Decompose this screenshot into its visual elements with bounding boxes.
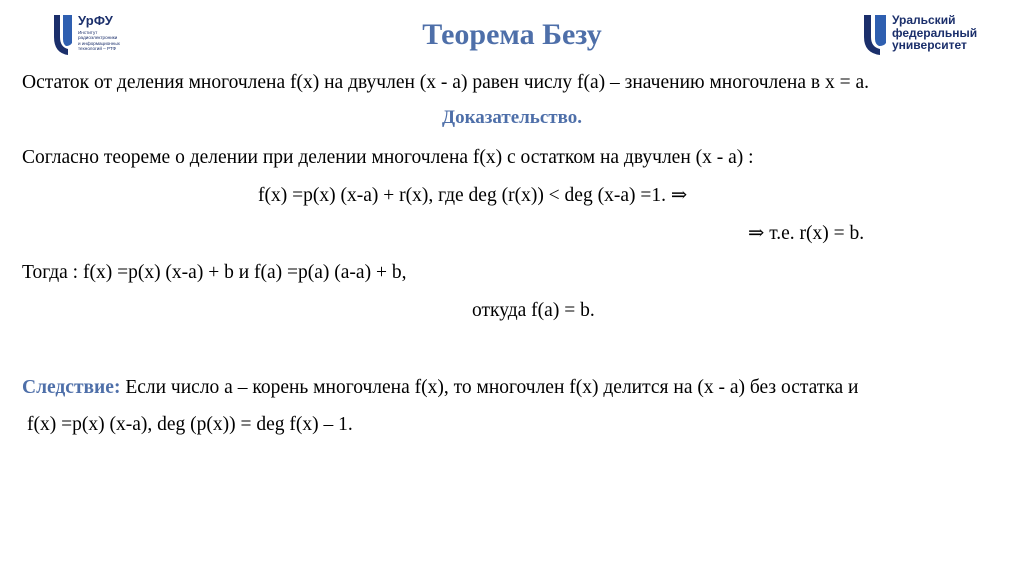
corollary-formula: f(x) =p(x) (x-a), deg (p(x)) = deg f(x) – 1. (27, 414, 353, 435)
logo-left-subtitle: Институт радиоэлектроники и информационных технологий – РТФ (78, 30, 120, 52)
whence-line: откуда f(a) = b. (472, 300, 595, 321)
proof-heading: Доказательство. (442, 107, 582, 128)
corollary-label: Следствие: (22, 377, 121, 398)
formula-remainder-constant: ⇒ т.е. r(x) = b. (748, 223, 865, 244)
corollary (22, 376, 858, 400)
theorem-statement: Остаток от деления многочлена f(x) на двучлен (x - a) равен числу f(a) – значению многочлена в x = a. (22, 72, 870, 93)
then-line: Тогда : f(x) =p(x) (x-a) + b и f(a) =p(a) (a-a) + b, (22, 262, 407, 283)
urfu-mark-icon (862, 13, 888, 57)
corollary-text: Если число a – корень многочлена f(x), то многочлен f(x) делится на (x - a) без остатка и (120, 377, 859, 398)
formula-remainder: f(x) =p(x) (x-a) + r(x), где deg (r(x)) < deg (x-a) =1. ⇒ (258, 185, 688, 206)
urfu-university-logo (862, 13, 1002, 57)
logo-left-brand: УрФУ (78, 13, 114, 28)
proof-intro: Согласно теореме о делении при делении многочлена f(x) с остатком на двучлен (x - a) : (22, 147, 754, 168)
logo-right-name: Уральский федеральный университет (892, 13, 978, 52)
slide-title: Теорема Безу (422, 18, 602, 51)
